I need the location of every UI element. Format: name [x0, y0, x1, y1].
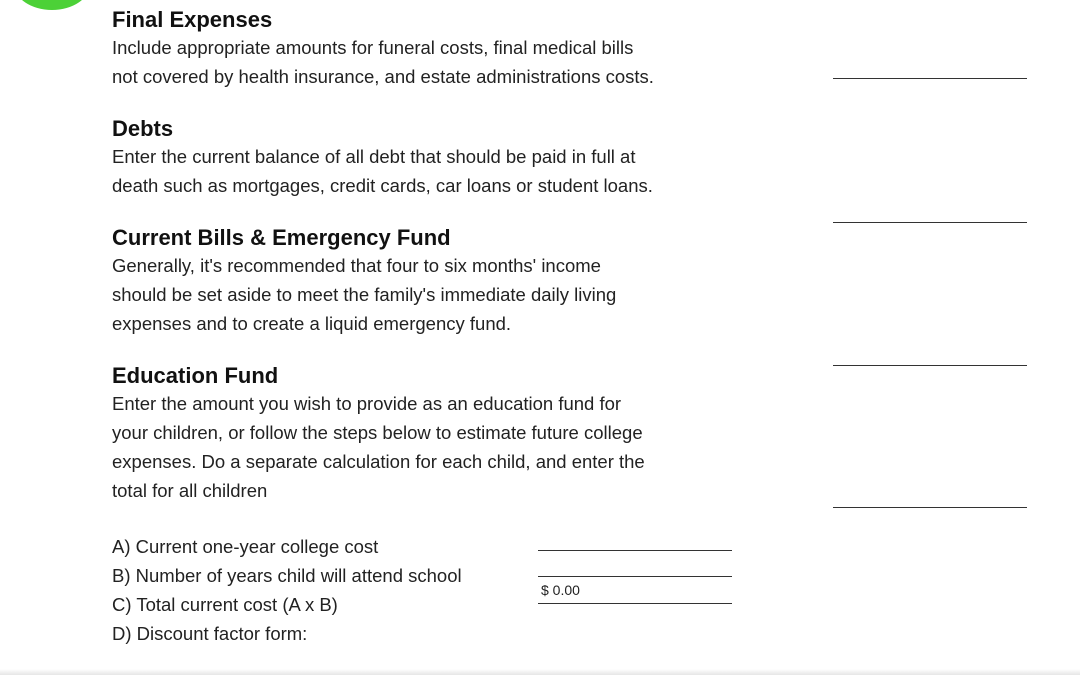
section-title: Current Bills & Emergency Fund: [112, 225, 451, 250]
section-final-expenses: [112, 7, 752, 91]
section-number-badge: [14, 0, 90, 10]
section-education-fund: [112, 363, 752, 505]
final-expenses-input[interactable]: [833, 78, 1027, 79]
section-title: Final Expenses: [112, 7, 273, 32]
section-description: Enter the current balance of all debt that should be paid in full at death such as mortgages, credit cards, car loans or student loans.: [112, 146, 653, 196]
college-cost-input[interactable]: [538, 550, 732, 551]
calc-row-a: A) Current one-year college cost: [112, 536, 379, 557]
section-debts: [112, 116, 752, 200]
total-current-cost-value: $ 0.00: [541, 582, 580, 598]
education-fund-input[interactable]: [833, 507, 1027, 508]
section-current-bills: [112, 225, 752, 338]
calc-row-b: B) Number of years child will attend school: [112, 565, 462, 586]
calc-row-d: D) Discount factor form:: [112, 623, 308, 644]
years-attend-input[interactable]: [538, 576, 732, 577]
debts-input[interactable]: [833, 222, 1027, 223]
section-title: Education Fund: [112, 363, 279, 388]
section-title: Debts: [112, 116, 174, 141]
section-description: Generally, it's recommended that four to six months' income should be set aside to meet the family's immediate daily living expenses and to create a liquid emergency fund.: [112, 255, 617, 334]
section-description: Enter the amount you wish to provide as an education fund for your children, or follow the steps below to estimate future college expenses. Do a separate calculation for each child, and enter the total for all children: [112, 393, 645, 501]
page-edge: [0, 669, 1080, 675]
calc-row-c: C) Total current cost (A x B): [112, 594, 338, 615]
current-bills-input[interactable]: [833, 365, 1027, 366]
total-current-cost-input[interactable]: [538, 603, 732, 604]
section-description: Include appropriate amounts for funeral costs, final medical bills not covered by health insurance, and estate administrations costs.: [112, 37, 654, 87]
